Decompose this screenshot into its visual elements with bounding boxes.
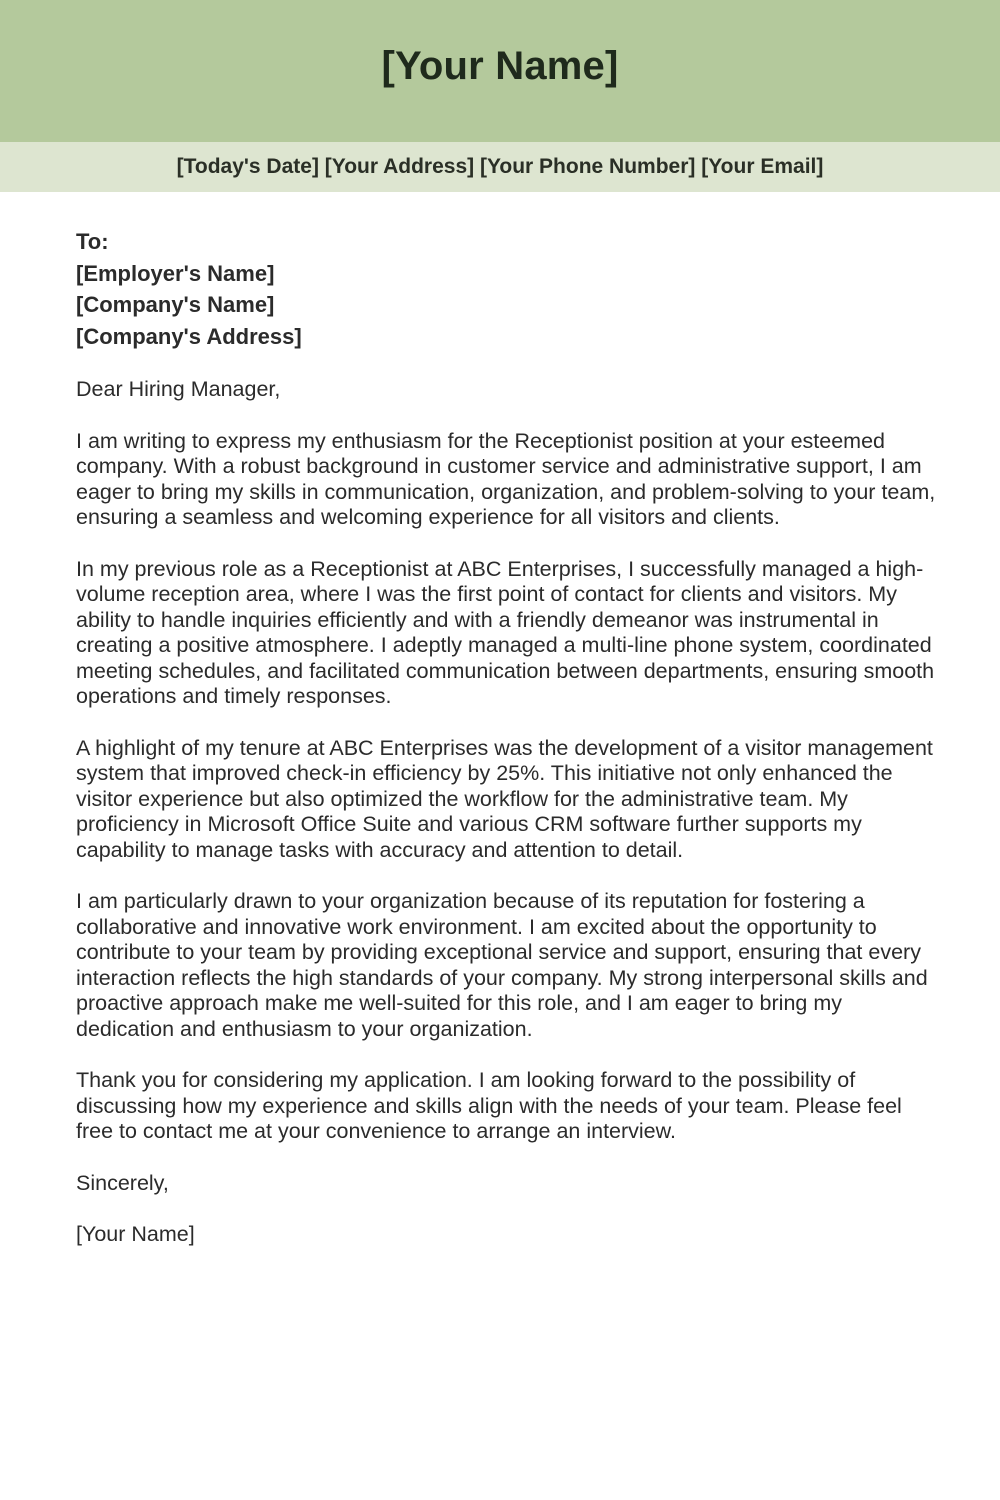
contact-line: [Today's Date] [Your Address] [Your Phone Number] [Your Email] (176, 155, 824, 178)
sender-name: [Your Name] (381, 43, 619, 88)
signature: [Your Name] (76, 1222, 195, 1246)
paragraph-motivation: I am particularly drawn to your organization because of its reputation for fostering a collaborative and innovative work environment. I am excited about the opportunity to contribute to your team by providing exceptional service and support, ensuring that every interaction reflects the high standards of your company. My strong interpersonal skills and proactive approach make me well-suited for this role, and I am eager to bring my dedication and enthusiasm to your organization. (76, 889, 928, 1041)
company-address: [Company's Address] (76, 323, 302, 349)
paragraph-closing: Thank you for considering my application. I am looking forward to the possibility of discussing how my experience and skills align with the needs of your team. Please feel free to contact me at your convenience to arrange an interview. (76, 1068, 902, 1143)
letter-header (0, 0, 1000, 142)
letter-body (76, 226, 936, 1248)
to-label: To: (76, 229, 109, 254)
paragraph-intro: I am writing to express my enthusiasm for the Receptionist position at your esteemed company. With a robust background in customer service and administrative support, I am eager to bring my skills in communication, organization, and problem-solving to your team, ensuring a seamless and welcoming experience for all visitors and clients. (76, 428, 936, 529)
company-name: [Company's Name] (76, 292, 275, 317)
salutation: Dear Hiring Manager, (76, 377, 281, 401)
employer-name: [Employer's Name] (76, 260, 275, 286)
recipient-block (76, 226, 936, 352)
paragraph-experience: In my previous role as a Receptionist at ABC Enterprises, I successfully managed a high-volume reception area, where I was the first point of contact for clients and visitors. My ability to handle inquiries efficiently and with a friendly demeanor was instrumental in creating a positive atmosphere. I adeptly managed a multi-line phone system, coordinated meeting schedules, and facilitated communication between departments, ensuring smooth operations and timely responses. (76, 556, 935, 708)
contact-bar (0, 142, 1000, 192)
paragraph-highlight: A highlight of my tenure at ABC Enterprises was the development of a visitor management system that improved check-in efficiency by 25%. This initiative not only enhanced the visitor experience but also optimized the workflow for the administrative team. My proficiency in Microsoft Office Suite and various CRM software further supports my capability to manage tasks with accuracy and attention to detail. (76, 735, 933, 862)
closing: Sincerely, (76, 1170, 169, 1195)
